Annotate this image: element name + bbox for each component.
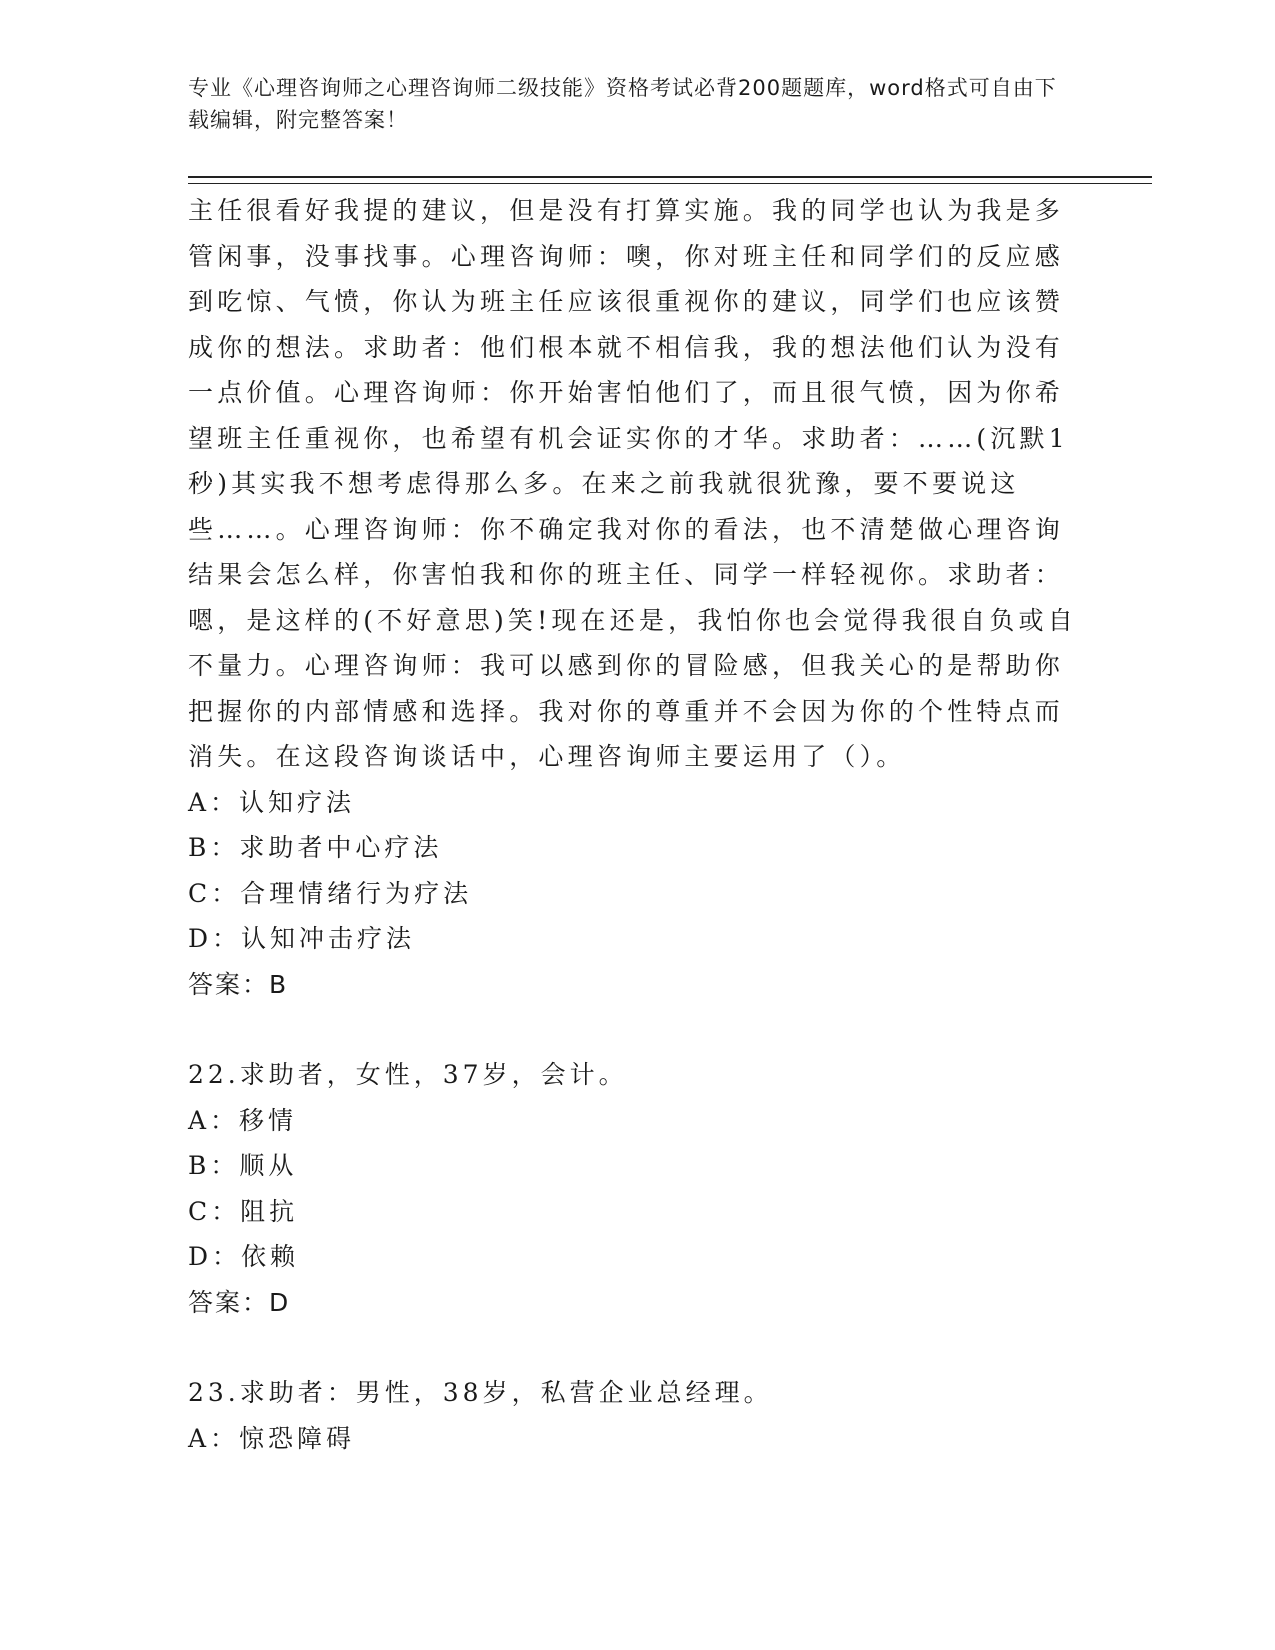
header-divider: [188, 176, 1152, 184]
question-stem: 23.求助者：男性，38岁，私营企业总经理。: [188, 1378, 773, 1407]
spacer: [188, 1325, 1088, 1370]
option-d: D：认知冲击疗法: [188, 924, 416, 953]
spacer: [188, 1007, 1088, 1052]
question-21: [188, 188, 1088, 1007]
option-d: D：依赖: [188, 1242, 300, 1271]
answer-line: 答案：D: [188, 1287, 291, 1317]
option-a: A：移情: [188, 1105, 298, 1135]
option-a: A：认知疗法: [188, 787, 356, 817]
answer-line: 答案：B: [188, 969, 289, 999]
question-23: [188, 1370, 1088, 1461]
option-a: A：惊恐障碍: [188, 1423, 356, 1453]
question-22: [188, 1052, 1088, 1325]
document-body: [188, 188, 1088, 1461]
question-passage: 主任很看好我提的建议，但是没有打算实施。我的同学也认为我是多管闲事，没事找事。心理咨询师：噢，你对班主任和同学们的反应感到吃惊、气愤，你认为班主任应该很重视你的建议，同学们也应该赞成你的想法。求助者：他们根本就不相信我，我的想法他们认为没有一点价值。心理咨询师：你开始害怕他们了，而且很气愤，因为你希望班主任重视你，也希望有机会证实你的才华。求助者：……(沉默1秒)其实我不想考虑得那么多。在来之前我就很犹豫，要不要说这些……。心理咨询师：你不确定我对你的看法，也不清楚做心理咨询结果会怎么样，你害怕我和你的班主任、同学一样轻视你。求助者：嗯，是这样的(不好意思)笑!现在还是，我怕你也会觉得我很自负或自不量力。心理咨询师：我可以感到你的冒险感，但我关心的是帮助你把握你的内部情感和选择。我对你的尊重并不会因为你的个性特点而消失。在这段咨询谈话中，心理咨询师主要运用了（）。: [188, 196, 1077, 771]
option-b: B：顺从: [188, 1151, 298, 1180]
option-c: C：阻抗: [188, 1196, 299, 1226]
header-title: 专业《心理咨询师之心理咨询师二级技能》资格考试必背200题题库，word格式可自由下载编辑，附完整答案！: [188, 76, 1057, 132]
question-stem: 22.求助者，女性，37岁，会计。: [188, 1060, 628, 1089]
page-header: [188, 72, 1078, 136]
option-b: B：求助者中心疗法: [188, 833, 443, 862]
option-c: C：合理情绪行为疗法: [188, 878, 473, 908]
